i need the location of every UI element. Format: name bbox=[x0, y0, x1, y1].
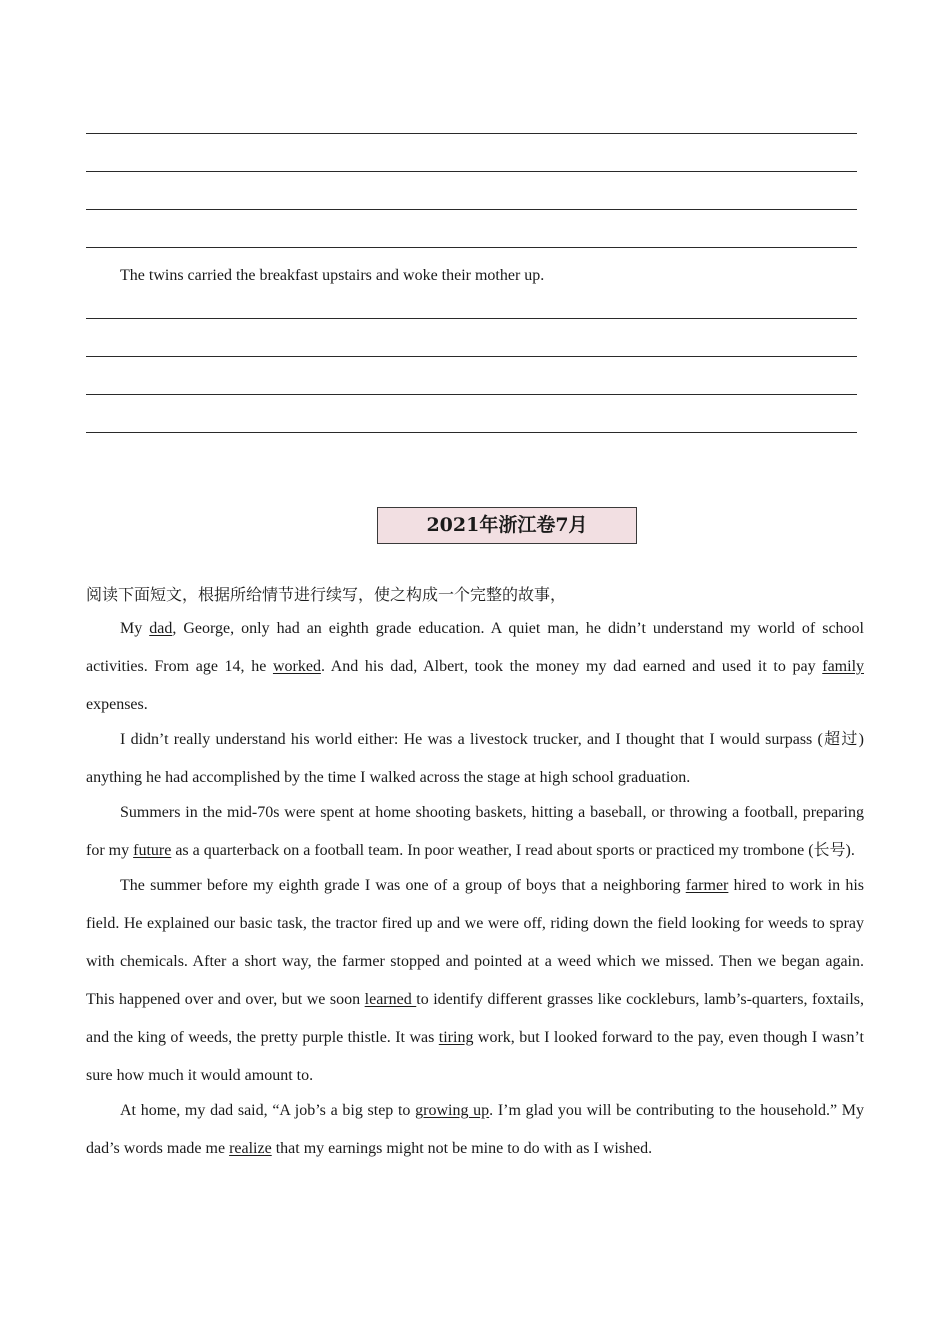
underlined-word: growing up bbox=[415, 1102, 490, 1119]
answer-line bbox=[86, 247, 857, 248]
answer-line bbox=[86, 394, 857, 395]
underlined-word: dad bbox=[149, 620, 173, 637]
continuation-prompt: The twins carried the breakfast upstairs and woke their mother up. bbox=[120, 267, 545, 284]
answer-line bbox=[86, 133, 857, 134]
underlined-word: realize bbox=[229, 1140, 272, 1157]
paragraph-4: The summer before my eighth grade I was one of a group of boys that a neighboring farmer hired to work in his field. He explained our basic task, the tractor fired up and we were off, riding down the field looking for weeds to spray with chemicals. After a short way, the farmer stopped and pointed at a weed which we missed. Then we began again. This happened over and over, but we soon learned to identify different grasses like cockleburs, lamb’s-quarters, foxtails, and the king of weeds, the pretty purple thistle. It was tiring work, but I looked forward to the pay, even though I wasn’t sure how much it would amount to. bbox=[86, 877, 864, 1084]
reading-passage bbox=[86, 610, 864, 1168]
answer-line bbox=[86, 432, 857, 433]
underlined-word: learned bbox=[364, 991, 417, 1008]
answer-line bbox=[86, 318, 857, 319]
instruction-text: 阅读下面短文，根据所给情节进行续写，使之构成一个完整的故事， bbox=[86, 585, 567, 604]
answer-line bbox=[86, 209, 857, 210]
paragraph-5: At home, my dad said, “A job’s a big step to growing up. I’m glad you will be contributing to the household.” My dad’s words made me realize that my earnings might not be mine to do with as I wished. bbox=[86, 1102, 865, 1157]
underlined-word: worked bbox=[272, 658, 321, 675]
underlined-word: future bbox=[133, 842, 172, 859]
underlined-word: farmer bbox=[685, 877, 729, 894]
underlined-word: family bbox=[822, 658, 865, 675]
section-title: 2021年浙江卷7月 bbox=[377, 507, 637, 544]
underlined-word: tiring bbox=[438, 1029, 474, 1046]
paragraph-2: I didn’t really understand his world either: He was a livestock trucker, and I thought that I would surpass (超过) anything he had accomplished by the time I walked across the stage at high school graduation. bbox=[86, 731, 864, 786]
paragraph-3: Summers in the mid-70s were spent at home shooting baskets, hitting a baseball, or throwing a football, preparing for my future as a quarterback on a football team. In poor weather, I read about sports or practiced my trombone (长号). bbox=[86, 804, 864, 859]
answer-line bbox=[86, 356, 857, 357]
paragraph-1: My dad, George, only had an eighth grade education. A quiet man, he didn’t understand my world of school activities. From age 14, he worked. And his dad, Albert, took the money my dad earned and used it to pay family expenses. bbox=[86, 620, 865, 713]
answer-line bbox=[86, 171, 857, 172]
